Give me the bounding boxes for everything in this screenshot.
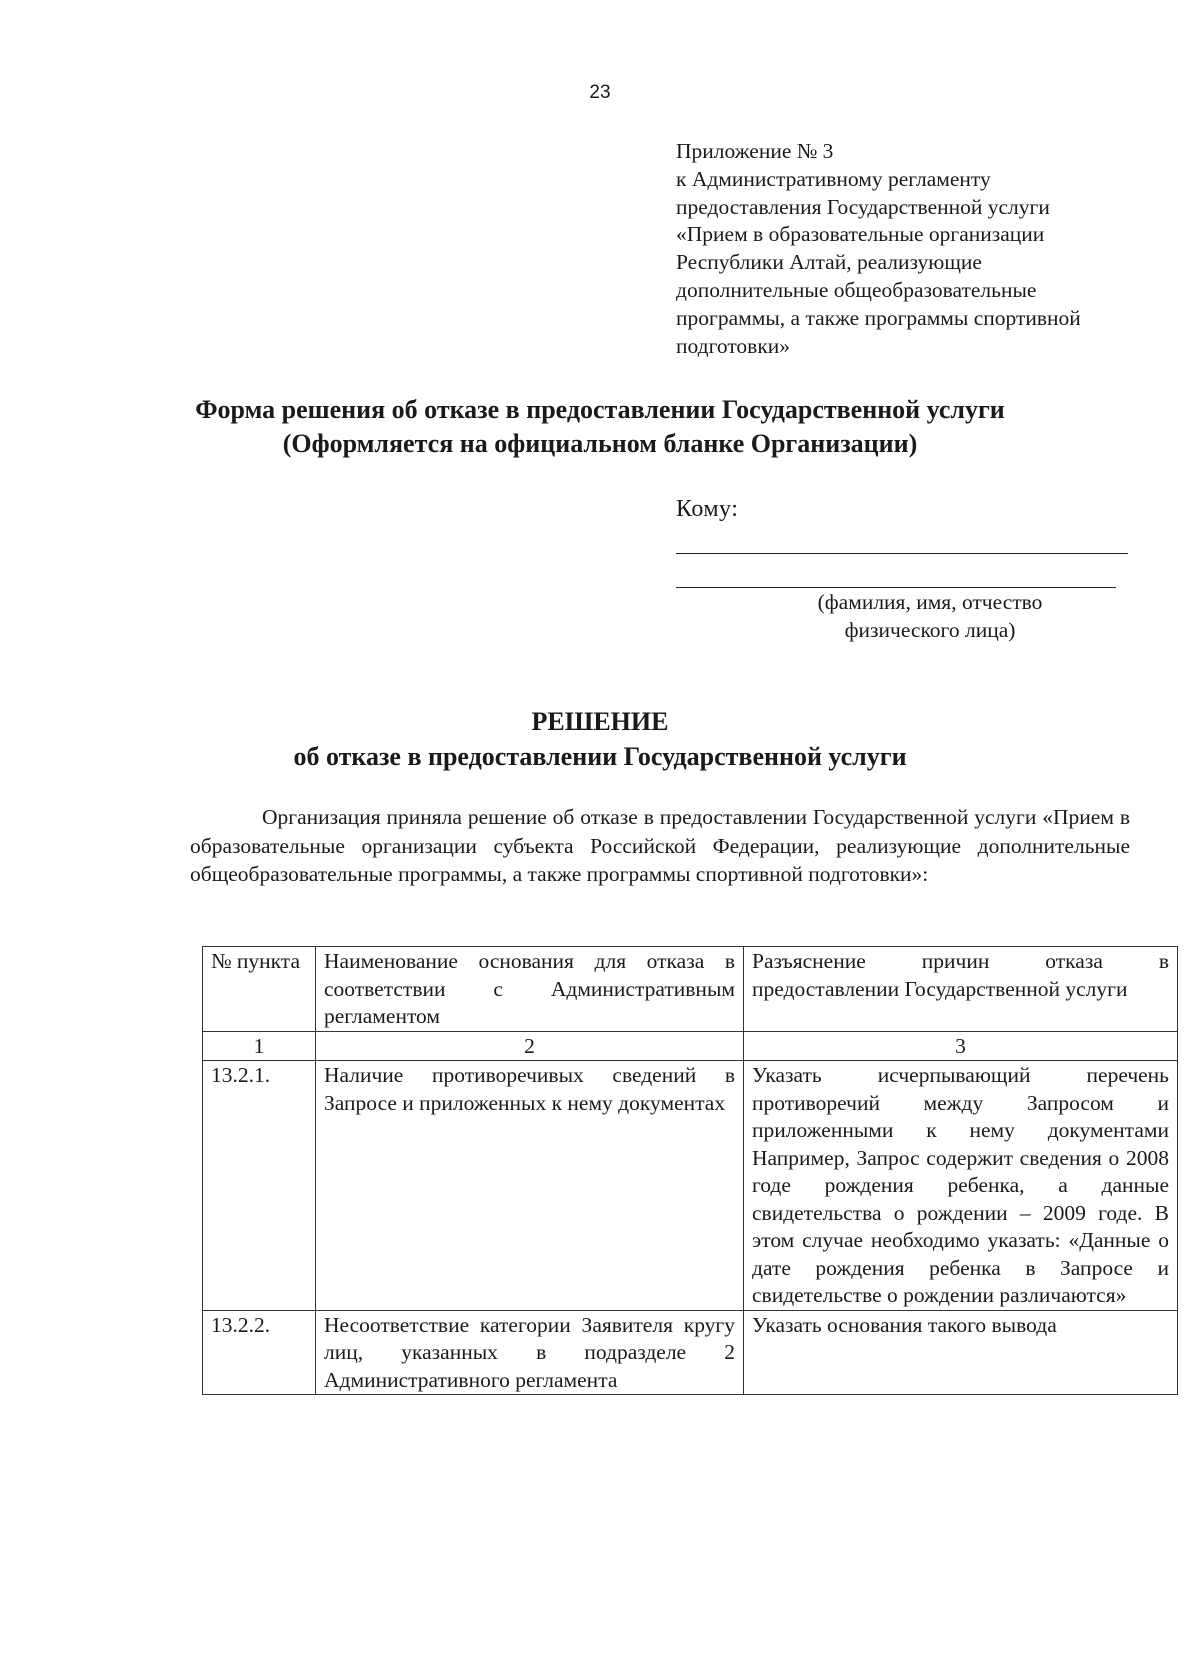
row-number: 13.2.2. — [203, 1310, 316, 1395]
page-number: 23 — [589, 82, 611, 103]
form-title — [0, 393, 1200, 461]
header-cell-number: № пункта — [203, 947, 316, 1032]
column-number-row — [203, 1031, 1178, 1061]
form-subtitle-line: (Оформляется на официальном бланке Организации) — [282, 429, 918, 458]
recipient-caption — [780, 588, 1080, 644]
header-cell-basis: Наименование основания для отказа в соответствии с Административным регламентом — [316, 947, 744, 1032]
appendix-line: «Прием в образовательные организации — [676, 222, 1045, 247]
appendix-header — [676, 138, 1146, 360]
table-row — [203, 1061, 1178, 1311]
decision-heading — [0, 704, 1200, 774]
row-explanation: Указать основания такого вывода — [744, 1310, 1178, 1395]
row-explanation: Указать исчерпывающий перечень противоречий между Запросом и приложенными к нему документами Например, Запрос содержит сведения о 2008 годе рождения ребенка, а данные свидетельства о рождении – 2009 годе. В этом случае необходимо указать: «Данные о дате рождения ребенка в Запросе и свидетельстве о рождении различаются» — [744, 1061, 1178, 1311]
recipient-caption-line: физического лица) — [844, 618, 1016, 642]
decision-subtitle: об отказе в предоставлении Государственной услуги — [293, 742, 907, 771]
row-basis: Несоответствие категории Заявителя кругу лиц, указанных в подразделе 2 Административного регламента — [316, 1310, 744, 1395]
column-number: 2 — [316, 1031, 744, 1061]
appendix-line: подготовки» — [676, 333, 791, 358]
column-number: 3 — [744, 1031, 1178, 1061]
decision-paragraph-text: Организация приняла решение об отказе в предоставлении Государственной услуги «Прием в образовательные организации субъекта Российской Федерации, реализующие дополнительные общеобразовательные программы, а также программы спортивной подготовки»: — [190, 805, 1130, 886]
appendix-line: Республики Алтай, реализующие — [676, 250, 982, 275]
row-number: 13.2.1. — [203, 1061, 316, 1311]
decision-paragraph — [190, 803, 1130, 889]
recipient-label: Кому: — [676, 496, 739, 522]
header-cell-explanation: Разъяснение причин отказа в предоставлении Государственной услуги — [744, 947, 1178, 1032]
form-title-line: Форма решения об отказе в предоставлении Государственной услуги — [195, 395, 1005, 424]
appendix-line: предоставления Государственной услуги — [676, 194, 1050, 219]
row-basis: Наличие противоречивых сведений в Запросе и приложенных к нему документах — [316, 1061, 744, 1311]
table-row — [203, 1310, 1178, 1395]
appendix-line: Приложение № 3 — [676, 139, 834, 163]
refusal-reasons-table — [202, 946, 1178, 1395]
column-number: 1 — [203, 1031, 316, 1061]
table-header-row — [203, 947, 1178, 1032]
recipient-caption-line: (фамилия, имя, отчество — [817, 590, 1043, 614]
appendix-line: дополнительные общеобразовательные — [676, 277, 1037, 302]
appendix-line: программы, а также программы спортивной — [676, 305, 1081, 330]
recipient-name-line — [676, 553, 1128, 554]
decision-title: РЕШЕНИЕ — [531, 707, 669, 736]
appendix-line: к Административному регламенту — [676, 166, 991, 191]
